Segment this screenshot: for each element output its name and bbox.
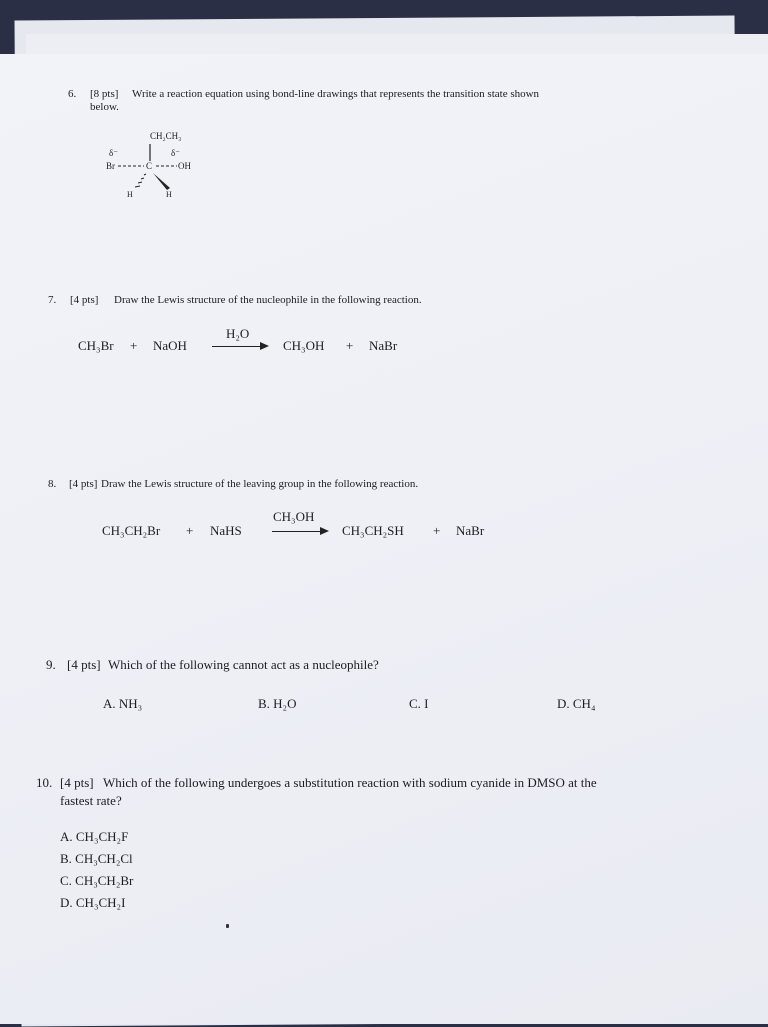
q7-number: 7. bbox=[48, 294, 57, 306]
q7-points: [4 pts] bbox=[70, 294, 99, 306]
q7-reactant-1: CH₃Br bbox=[78, 338, 114, 353]
q8-reaction-arrow bbox=[272, 531, 322, 532]
q8-number: 8. bbox=[48, 478, 57, 490]
q10-points: [4 pts] bbox=[60, 775, 94, 790]
ts-delta-right: δ⁻ bbox=[171, 148, 180, 158]
q7-plus-1: + bbox=[130, 338, 138, 353]
q10-choice-a: A. CH₃CH₂F bbox=[60, 829, 129, 844]
q9-choice-d: D. CH₄ bbox=[557, 696, 596, 711]
transition-state-structure bbox=[100, 128, 220, 208]
ts-delta-left: δ⁻ bbox=[109, 148, 118, 158]
q6-text-line2: below. bbox=[90, 101, 119, 113]
q9-points: [4 pts] bbox=[67, 657, 101, 672]
ts-hydrogen-right: H bbox=[166, 190, 172, 199]
q8-text: Draw the Lewis structure of the leaving group in the following reaction. bbox=[101, 478, 419, 490]
q10-text-line1: Which of the following undergoes a substitution reaction with sodium cyanide in DMSO at the bbox=[103, 775, 597, 790]
q9-choice-b: B. H₂O bbox=[258, 696, 297, 711]
q7-product-1: CH₃OH bbox=[283, 338, 325, 353]
q10-choice-b: B. CH₃CH₂Cl bbox=[60, 851, 133, 866]
q7-text: Draw the Lewis structure of the nucleophile in the following reaction. bbox=[114, 294, 422, 306]
q7-reaction-arrow bbox=[212, 346, 262, 347]
q7-plus-2: + bbox=[346, 338, 354, 353]
q8-product-1: CH₃CH₂SH bbox=[342, 523, 404, 538]
q10-text-line2: fastest rate? bbox=[60, 793, 122, 808]
q10-choice-c: C. CH₃CH₂Br bbox=[60, 873, 134, 888]
stray-pen-mark bbox=[226, 924, 229, 928]
ts-bromine: Br bbox=[106, 161, 115, 171]
q8-reactant-1: CH₃CH₂Br bbox=[102, 523, 161, 538]
exam-page bbox=[0, 54, 768, 1024]
q9-number: 9. bbox=[46, 657, 56, 672]
q8-points: [4 pts] bbox=[69, 478, 98, 490]
q8-plus-2: + bbox=[433, 523, 441, 538]
q8-plus-1: + bbox=[186, 523, 194, 538]
q8-arrow-head bbox=[320, 527, 329, 535]
q7-arrow-head bbox=[260, 342, 269, 350]
q7-product-2: NaBr bbox=[369, 338, 398, 353]
ts-hydrogen-left: H bbox=[127, 190, 133, 199]
ts-ethyl-group: CH₂CH₃ bbox=[150, 131, 182, 141]
q8-solvent: CH₃OH bbox=[273, 509, 315, 524]
q6-text-line1: Write a reaction equation using bond-line drawings that represents the transition state shown bbox=[132, 88, 540, 100]
q7-reactant-2: NaOH bbox=[153, 338, 187, 353]
q9-choice-a: A. NH₃ bbox=[103, 696, 143, 711]
q10-number: 10. bbox=[36, 775, 53, 790]
q7-solvent: H₂O bbox=[226, 326, 250, 341]
q6-points: [8 pts] bbox=[90, 88, 119, 100]
q9-text: Which of the following cannot act as a nucleophile? bbox=[108, 657, 379, 672]
q8-reactant-2: NaHS bbox=[210, 523, 242, 538]
q8-product-2: NaBr bbox=[456, 523, 485, 538]
ts-carbon: C bbox=[146, 161, 153, 171]
ts-bonds bbox=[100, 128, 220, 208]
q6-number: 6. bbox=[68, 88, 77, 100]
q10-choice-d: D. CH₃CH₂I bbox=[60, 895, 126, 910]
q9-choice-c: C. I bbox=[409, 696, 429, 711]
ts-hydroxyl: OH bbox=[178, 161, 191, 171]
